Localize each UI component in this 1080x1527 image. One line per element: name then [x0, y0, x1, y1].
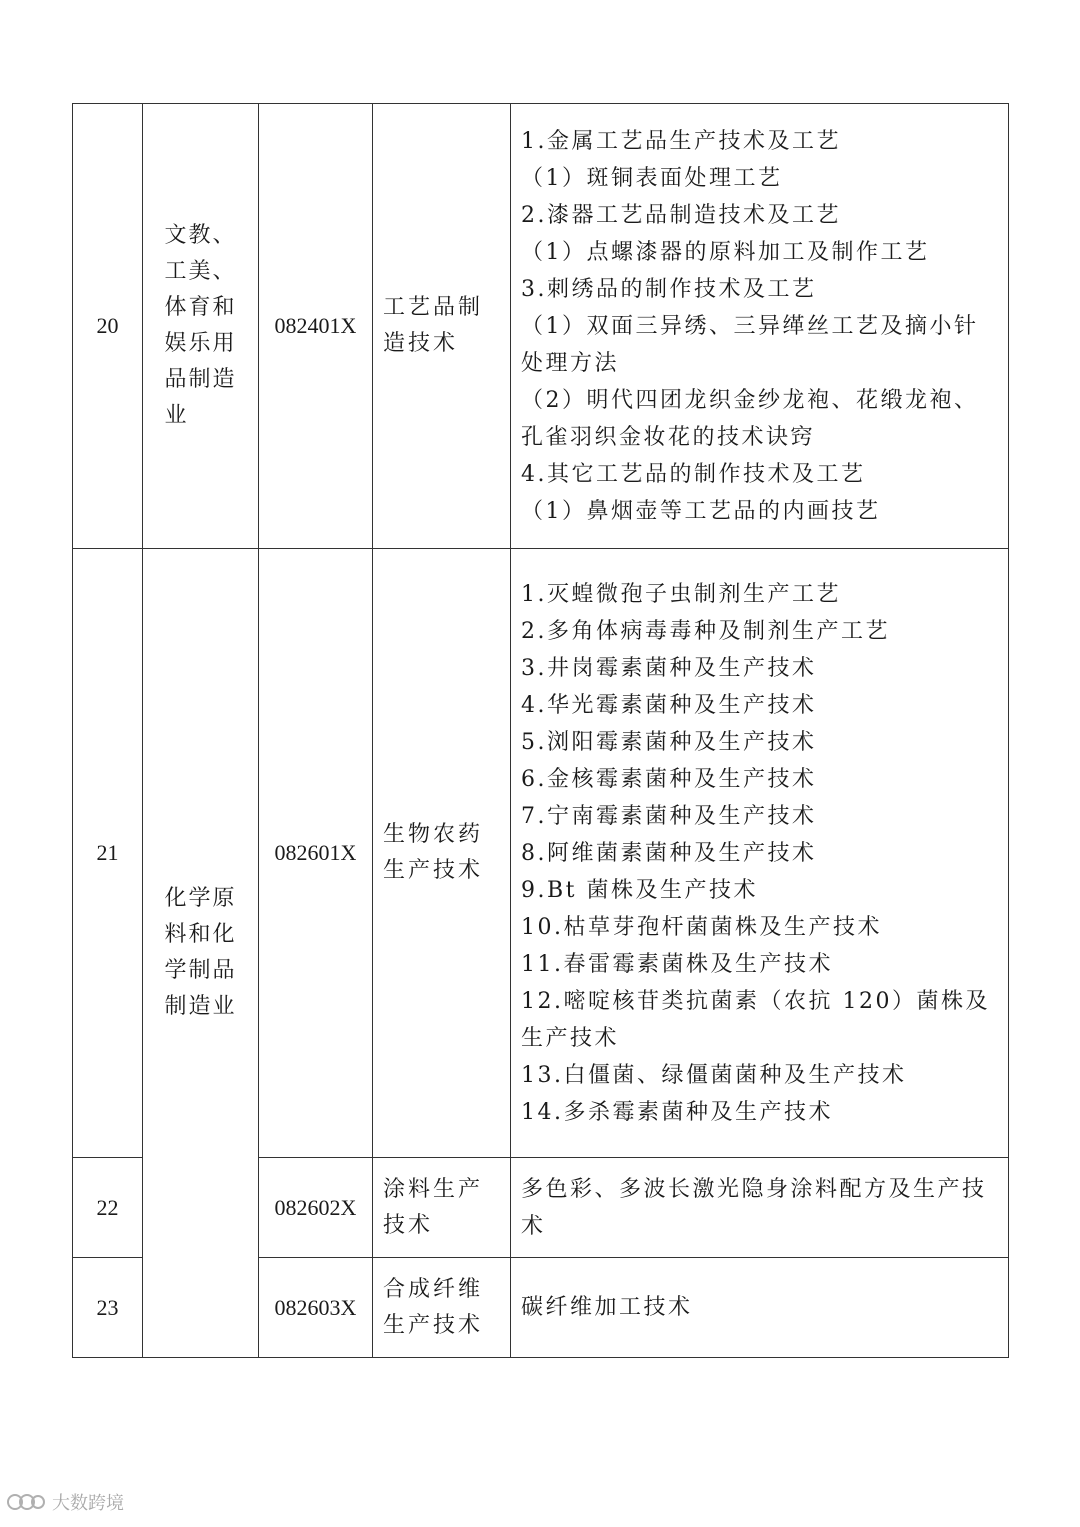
industry-cell — [143, 549, 259, 1358]
list-item: 13.白僵菌、绿僵菌菌种及生产技术 — [521, 1062, 907, 1088]
technology-table — [72, 103, 1009, 1358]
tech-code: 082601X — [259, 549, 373, 1158]
tech-code: 082603X — [259, 1258, 373, 1358]
list-item: 6.金核霉素菌种及生产技术 — [521, 766, 817, 792]
tech-items — [511, 1258, 1009, 1358]
list-item: 12.嘧啶核苷类抗菌素（农抗 120）菌株及生产技术 — [521, 988, 990, 1051]
tech-name: 生物农药生产技术 — [373, 549, 511, 1158]
tech-name: 涂料生产技术 — [373, 1158, 511, 1258]
list-item: 11.春雷霉素菌株及生产技术 — [521, 951, 833, 977]
list-item: （1）双面三异绣、三异缂丝工艺及摘小针处理方法 — [521, 313, 979, 376]
list-item: 1.金属工艺品生产技术及工艺 — [521, 128, 841, 154]
row-number: 23 — [73, 1258, 143, 1358]
tech-items — [511, 549, 1009, 1158]
watermark — [6, 1489, 124, 1515]
industry-cell — [143, 104, 259, 549]
list-item: 7.宁南霉素菌种及生产技术 — [521, 803, 817, 829]
list-item: 9.Bt 菌株及生产技术 — [521, 877, 758, 903]
tech-name: 工艺品制造技术 — [373, 104, 511, 549]
row-number: 20 — [73, 104, 143, 549]
list-item: 5.浏阳霉素菌种及生产技术 — [521, 729, 817, 755]
list-item: （1）鼻烟壶等工艺品的内画技艺 — [521, 498, 881, 524]
tech-items — [511, 1158, 1009, 1258]
list-item: 3.井岗霉素菌种及生产技术 — [521, 655, 817, 681]
industry-name: 化学原料和化学制品制造业 — [164, 886, 237, 1019]
list-item: （1）斑铜表面处理工艺 — [521, 165, 783, 191]
tech-items — [511, 104, 1009, 549]
tech-code: 082602X — [259, 1158, 373, 1258]
table-row — [73, 104, 1009, 549]
list-item: 4.其它工艺品的制作技术及工艺 — [521, 461, 866, 487]
list-item: 10.枯草芽孢杆菌菌株及生产技术 — [521, 914, 882, 940]
industry-name: 文教、工美、体育和娱乐用品制造业 — [164, 223, 237, 428]
watermark-text: 大数跨境 — [52, 1493, 124, 1514]
list-item: 2.漆器工艺品制造技术及工艺 — [521, 202, 841, 228]
tech-code: 082401X — [259, 104, 373, 549]
list-item: 多色彩、多波长激光隐身涂料配方及生产技术 — [521, 1176, 987, 1239]
list-item: 8.阿维菌素菌种及生产技术 — [521, 840, 817, 866]
watermark-logo-icon — [6, 1491, 46, 1513]
list-item: 1.灭蝗微孢子虫制剂生产工艺 — [521, 581, 841, 607]
list-item: 4.华光霉素菌种及生产技术 — [521, 692, 817, 718]
table-row — [73, 549, 1009, 1158]
list-item: （1）点螺漆器的原料加工及制作工艺 — [521, 239, 930, 265]
row-number: 21 — [73, 549, 143, 1158]
row-number: 22 — [73, 1158, 143, 1258]
list-item: （2）明代四团龙织金纱龙袍、花缎龙袍、孔雀羽织金妆花的技术诀窍 — [521, 387, 979, 450]
tech-name: 合成纤维生产技术 — [373, 1258, 511, 1358]
list-item: 碳纤维加工技术 — [521, 1295, 693, 1320]
list-item: 14.多杀霉素菌种及生产技术 — [521, 1099, 833, 1125]
list-item: 3.刺绣品的制作技术及工艺 — [521, 276, 817, 302]
list-item: 2.多角体病毒毒种及制剂生产工艺 — [521, 618, 890, 644]
